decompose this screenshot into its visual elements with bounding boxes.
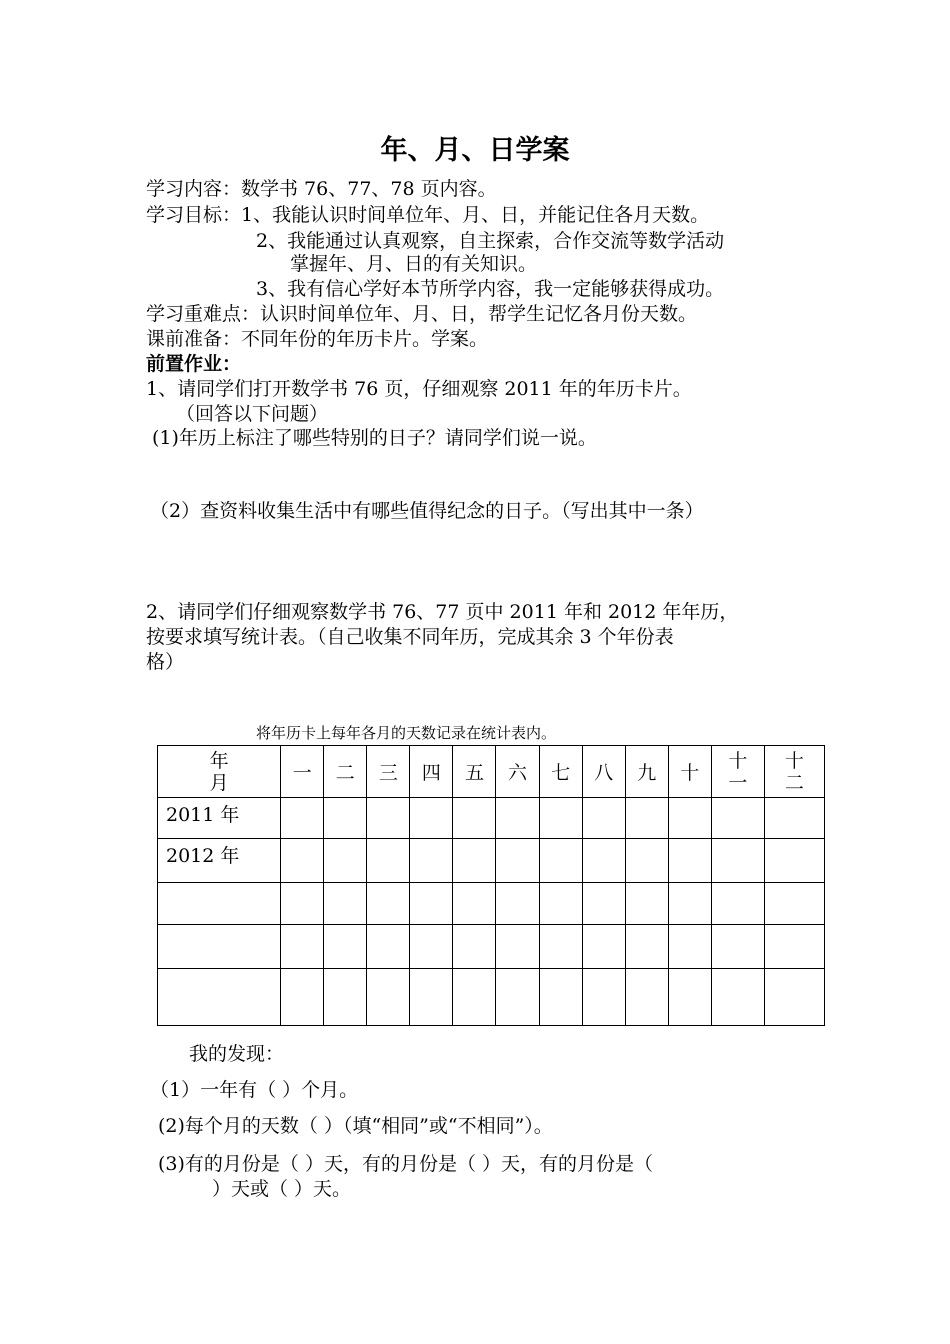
task-2-line-3: 格） <box>146 651 185 673</box>
homework-heading: 前置作业： <box>146 353 242 375</box>
study-goals-line <box>146 202 709 228</box>
table-cell[interactable] <box>582 798 625 839</box>
study-content-label: 学习内容： <box>146 178 242 200</box>
finding-3-line-1: (3)有的月份是（ ）天，有的月份是（ ）天，有的月份是（ <box>158 1153 653 1175</box>
table-cell[interactable] <box>625 883 668 925</box>
table-cell[interactable] <box>410 839 453 883</box>
month-header-12 <box>764 746 824 798</box>
month-header: 一 <box>281 746 324 798</box>
preparation-label: 课前准备： <box>146 328 242 350</box>
table-cell[interactable] <box>764 925 824 969</box>
page-title: 年、月、日学案 <box>380 135 570 166</box>
table-cell[interactable] <box>367 925 410 969</box>
table-cell[interactable] <box>668 925 711 969</box>
table-cell[interactable] <box>764 798 824 839</box>
table-row-2012 <box>158 839 825 883</box>
key-points-label: 学习重难点： <box>146 303 261 325</box>
finding-1: （1）一年有（ ）个月。 <box>150 1079 359 1101</box>
table-row-blank <box>158 925 825 969</box>
table-cell[interactable] <box>410 883 453 925</box>
table-cell[interactable] <box>711 925 764 969</box>
table-cell[interactable] <box>582 839 625 883</box>
month-header: 八 <box>582 746 625 798</box>
finding-2: (2)每个月的天数（ ）（填“相同”或“不相同”）。 <box>158 1115 553 1137</box>
month-12-bottom: 二 <box>784 771 804 794</box>
table-cell[interactable] <box>453 925 496 969</box>
preparation-line <box>146 326 488 352</box>
month-header: 四 <box>410 746 453 798</box>
month-header: 九 <box>625 746 668 798</box>
task-1-note: （回答以下问题） <box>176 403 329 425</box>
table-cell[interactable] <box>410 798 453 839</box>
month-12-top: 十 <box>784 749 804 772</box>
table-cell[interactable] <box>324 798 367 839</box>
table-cell[interactable] <box>367 798 410 839</box>
table-cell[interactable] <box>711 969 764 1026</box>
table-cell[interactable] <box>367 883 410 925</box>
table-cell[interactable] <box>668 839 711 883</box>
corner-year-label: 年 <box>209 749 229 772</box>
table-cell[interactable] <box>496 798 539 839</box>
table-caption: 将年历卡上每年各月的天数记录在统计表内。 <box>256 724 557 742</box>
table-cell[interactable] <box>496 925 539 969</box>
table-row-blank <box>158 969 825 1026</box>
table-cell[interactable] <box>367 839 410 883</box>
task-1-question-2: （2）查资料收集生活中有哪些值得纪念的日子。（写出其中一条） <box>150 500 704 522</box>
goal-2-line-2: 掌握年、月、日的有关知识。 <box>290 253 538 275</box>
table-cell[interactable] <box>582 883 625 925</box>
month-11-bottom: 一 <box>728 771 748 794</box>
task-1-text: 1、请同学们打开数学书 76 页，仔细观察 2011 年的年历卡片。 <box>146 378 692 400</box>
table-cell[interactable] <box>453 798 496 839</box>
task-1-question-1: (1)年历上标注了哪些特别的日子？请同学们说一说。 <box>152 427 597 449</box>
table-cell[interactable] <box>539 883 582 925</box>
table-cell[interactable] <box>324 839 367 883</box>
month-header: 二 <box>324 746 367 798</box>
table-cell[interactable] <box>410 925 453 969</box>
table-cell[interactable] <box>625 925 668 969</box>
table-cell[interactable] <box>711 883 764 925</box>
table-cell[interactable] <box>410 969 453 1026</box>
table-cell[interactable] <box>711 839 764 883</box>
table-cell[interactable] <box>625 969 668 1026</box>
table-cell[interactable] <box>324 925 367 969</box>
table-cell[interactable] <box>496 969 539 1026</box>
month-header: 七 <box>539 746 582 798</box>
table-cell[interactable] <box>668 798 711 839</box>
table-cell[interactable] <box>625 839 668 883</box>
table-cell[interactable] <box>582 969 625 1026</box>
table-cell[interactable] <box>281 839 324 883</box>
table-cell[interactable] <box>539 798 582 839</box>
table-cell[interactable] <box>453 969 496 1026</box>
table-cell[interactable] <box>496 839 539 883</box>
goal-3: 3、我有信心学好本节所学内容，我一定能够获得成功。 <box>256 278 725 300</box>
study-goals-label: 学习目标： <box>146 204 242 226</box>
task-2-line-2: 按要求填写统计表。（自己收集不同年历，完成其余 3 个年份表 <box>146 626 674 648</box>
table-cell[interactable] <box>668 969 711 1026</box>
table-cell[interactable] <box>539 925 582 969</box>
table-cell[interactable] <box>625 798 668 839</box>
days-statistics-table <box>157 745 825 1026</box>
table-cell[interactable] <box>582 925 625 969</box>
table-header-row <box>158 746 825 798</box>
study-content-text: 数学书 76、77、78 页内容。 <box>241 178 497 200</box>
month-header-11 <box>711 746 764 798</box>
month-11-top: 十 <box>728 749 748 772</box>
row-label-2012: 2012 年 <box>158 839 281 883</box>
table-cell[interactable] <box>158 969 281 1026</box>
table-cell[interactable] <box>281 925 324 969</box>
month-header: 五 <box>453 746 496 798</box>
findings-heading: 我的发现： <box>189 1043 285 1065</box>
month-header: 六 <box>496 746 539 798</box>
table-cell[interactable] <box>158 883 281 925</box>
finding-3-line-2: ）天或（ ）天。 <box>212 1178 352 1200</box>
table-row-2011 <box>158 798 825 839</box>
month-header: 三 <box>367 746 410 798</box>
month-header: 十 <box>668 746 711 798</box>
table-cell[interactable] <box>281 883 324 925</box>
table-cell[interactable] <box>453 883 496 925</box>
table-cell[interactable] <box>764 839 824 883</box>
table-cell[interactable] <box>324 969 367 1026</box>
table-cell[interactable] <box>453 839 496 883</box>
preparation-text: 不同年份的年历卡片。学案。 <box>241 328 489 350</box>
table-cell[interactable] <box>711 798 764 839</box>
corner-header-cell <box>158 746 281 798</box>
table-cell[interactable] <box>158 925 281 969</box>
study-content-line <box>146 176 497 202</box>
table-cell[interactable] <box>539 839 582 883</box>
goal-2-line-1: 2、我能通过认真观察，自主探索，合作交流等数学活动 <box>256 230 725 252</box>
table-cell[interactable] <box>281 798 324 839</box>
table-cell[interactable] <box>324 883 367 925</box>
table-cell[interactable] <box>539 969 582 1026</box>
table-row-blank <box>158 883 825 925</box>
key-points-text: 认识时间单位年、月、日，帮学生记忆各月份天数。 <box>260 303 698 325</box>
task-2-line-1: 2、请同学们仔细观察数学书 76、77 页中 2011 年和 2012 年年历， <box>146 601 739 623</box>
table-cell[interactable] <box>367 969 410 1026</box>
table-cell[interactable] <box>281 969 324 1026</box>
row-label-2011: 2011 年 <box>158 798 281 839</box>
table-cell[interactable] <box>764 969 824 1026</box>
table-cell[interactable] <box>496 883 539 925</box>
goal-1: 1、我能认识时间单位年、月、日，并能记住各月天数。 <box>241 204 710 226</box>
table-cell[interactable] <box>668 883 711 925</box>
key-points-line <box>146 301 697 327</box>
corner-month-label: 月 <box>209 771 229 794</box>
table-cell[interactable] <box>764 883 824 925</box>
